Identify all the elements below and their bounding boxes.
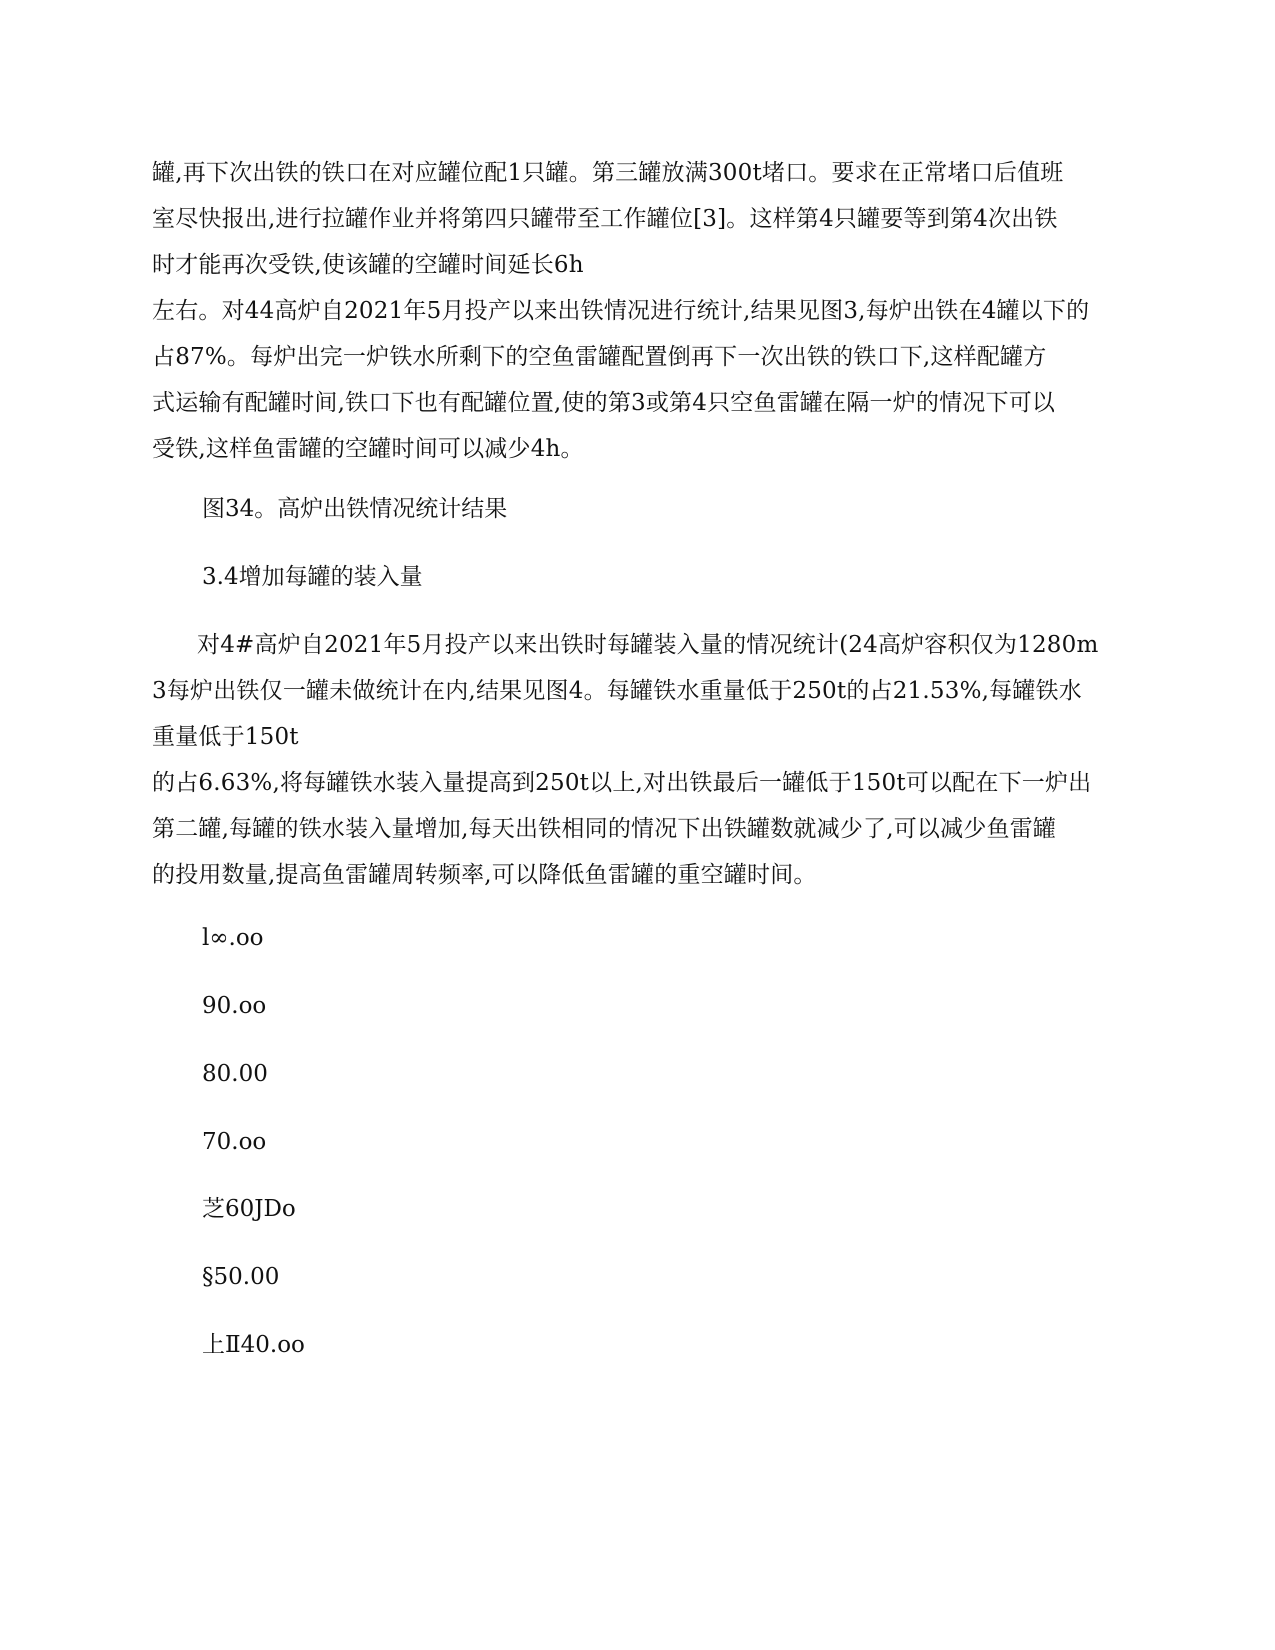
paragraph-line: 左右。对44高炉自2021年5月投产以来出铁情况进行统计,结果见图3,每炉出铁在4罐以下的 <box>152 298 1090 324</box>
paragraph-line: 3每炉出铁仅一罐未做统计在内,结果见图4。每罐铁水重量低于250t的占21.53%,每罐铁水 <box>152 678 1082 704</box>
paragraph-line: 室尽快报出,进行拉罐作业并将第四只罐带至工作罐位[3]。这样第4只罐要等到第4次出铁 <box>152 206 1058 232</box>
paragraph-line: 第二罐,每罐的铁水装入量增加,每天出铁相同的情况下出铁罐数就减少了,可以减少鱼雷罐 <box>152 816 1057 842</box>
section-heading: 3.4增加每罐的装入量 <box>202 564 423 590</box>
axis-fragment: 90.oo <box>202 993 267 1019</box>
body-paragraph-1 <box>152 150 1127 472</box>
axis-fragment: 芝60JDo <box>202 1196 296 1222</box>
axis-fragment: l∞.oo <box>202 925 264 951</box>
paragraph-line: 受铁,这样鱼雷罐的空罐时间可以减少4h。 <box>152 436 584 462</box>
body-paragraph-2 <box>152 622 1127 898</box>
axis-fragment: §50.00 <box>202 1264 280 1290</box>
paragraph-line: 重量低于150t <box>152 724 299 750</box>
axis-fragment: 80.00 <box>202 1061 268 1087</box>
axis-fragment: 70.oo <box>202 1129 267 1155</box>
paragraph-line: 对4#高炉自2021年5月投产以来出铁时每罐装入量的情况统计(24高炉容积仅为1280m <box>197 632 1099 658</box>
paragraph-line: 的投用数量,提高鱼雷罐周转频率,可以降低鱼雷罐的重空罐时间。 <box>152 862 817 888</box>
axis-fragment: 上Ⅱ40.oo <box>202 1332 305 1358</box>
paragraph-line: 式运输有配罐时间,铁口下也有配罐位置,使的第3或第4只空鱼雷罐在隔一炉的情况下可以 <box>152 390 1056 416</box>
paragraph-line: 的占6.63%,将每罐铁水装入量提高到250t以上,对出铁最后一罐低于150t可以配在下一炉出 <box>152 770 1092 796</box>
paragraph-line: 占87%。每炉出完一炉铁水所剩下的空鱼雷罐配置倒再下一次出铁的铁口下,这样配罐方 <box>152 344 1047 370</box>
paragraph-line: 罐,再下次出铁的铁口在对应罐位配1只罐。第三罐放满300t堵口。要求在正常堵口后值班 <box>152 160 1064 186</box>
figure-caption: 图34。高炉出铁情况统计结果 <box>202 496 508 522</box>
paragraph-line: 时才能再次受铁,使该罐的空罐时间延长6h <box>152 252 584 278</box>
